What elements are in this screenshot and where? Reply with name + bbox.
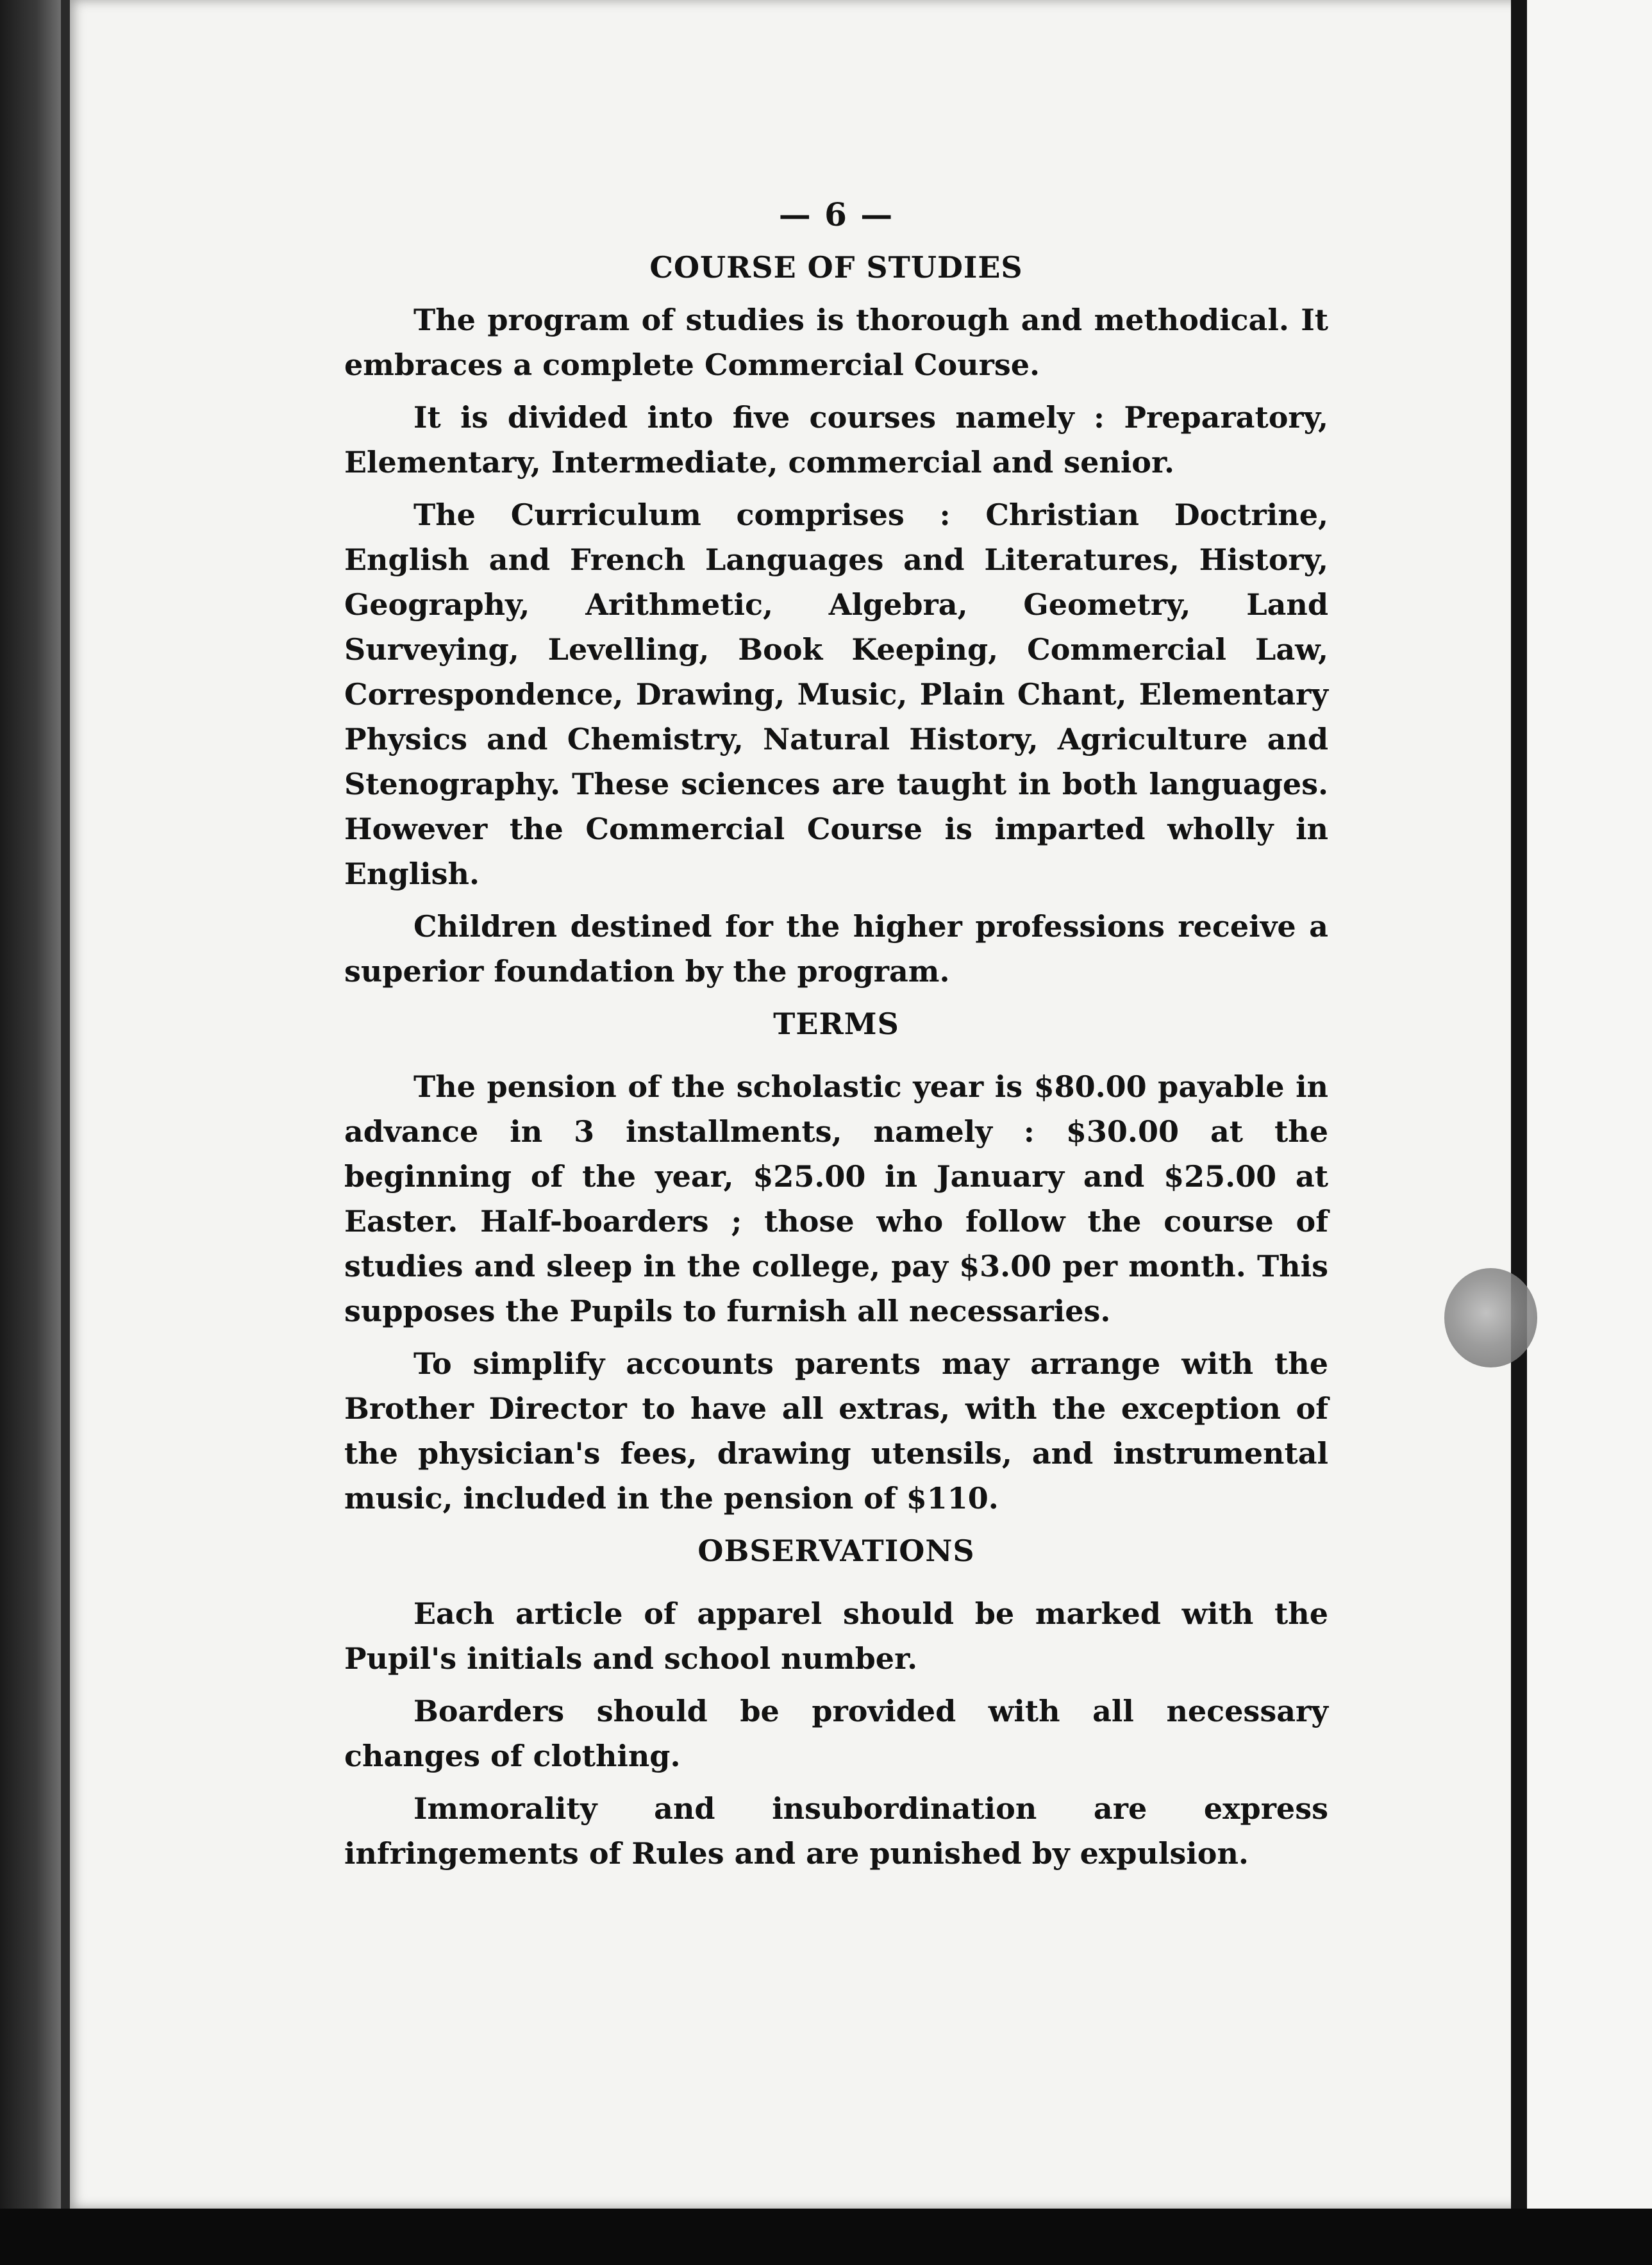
paragraph: It is divided into five courses namely : Preparatory, Elementary, Intermediate, commercial and senior.	[344, 400, 1328, 480]
paragraph: To simplify accounts parents may arrange with the Brother Director to have all extras, with the exception of the physician's fees, drawing utensils, and instrumental music, included in the pension of $110.	[344, 1346, 1328, 1516]
page-number: — 6 —	[778, 196, 894, 233]
page-gutter	[1511, 0, 1527, 2209]
paragraph: The program of studies is thorough and methodical. It embraces a complete Commercial Course.	[344, 303, 1328, 382]
next-page-edge	[1527, 0, 1652, 2209]
section-heading: COURSE OF STUDIES	[649, 250, 1023, 285]
paragraph: The pension of the scholastic year is $80.00 payable in advance in 3 installments, namely : $30.00 at the beginning of the year, $25.00 in January and $25.00 at Easter. Half-boarders ; those who follow the course of studies and sleep in the college, pay $3.00 per month. This supposes the Pupils to furnish all necessaries.	[344, 1069, 1328, 1328]
paragraph: Each article of apparel should be marked with the Pupil's initials and school number.	[344, 1596, 1328, 1676]
section-observations	[344, 1528, 1328, 1876]
punch-hole	[1444, 1268, 1537, 1367]
section-heading: TERMS	[773, 1007, 899, 1041]
binding-edge	[0, 0, 61, 2209]
page-content	[344, 192, 1328, 1884]
paragraph: Boarders should be provided with all necessary changes of clothing.	[344, 1694, 1328, 1773]
paragraph: Children destined for the higher professions receive a superior foundation by the program.	[344, 909, 1328, 989]
paragraph: The Curriculum comprises : Christian Doctrine, English and French Languages and Literatures, History, Geography, Arithmetic, Algebra, Geometry, Land Surveying, Levelling, Book Keeping, Commercial Law, Correspondence, Drawing, Music, Plain Chant, Elementary Physics and Chemistry, Natural History, Agriculture and Stenography. These sciences are taught in both languages. However the Commercial Course is imparted wholly in English.	[344, 497, 1328, 891]
section-course-of-studies	[344, 245, 1328, 994]
section-heading: OBSERVATIONS	[697, 1534, 975, 1568]
paragraph: Immorality and insubordination are express infringements of Rules and are punished by expulsion.	[344, 1791, 1328, 1871]
section-terms	[344, 1001, 1328, 1521]
